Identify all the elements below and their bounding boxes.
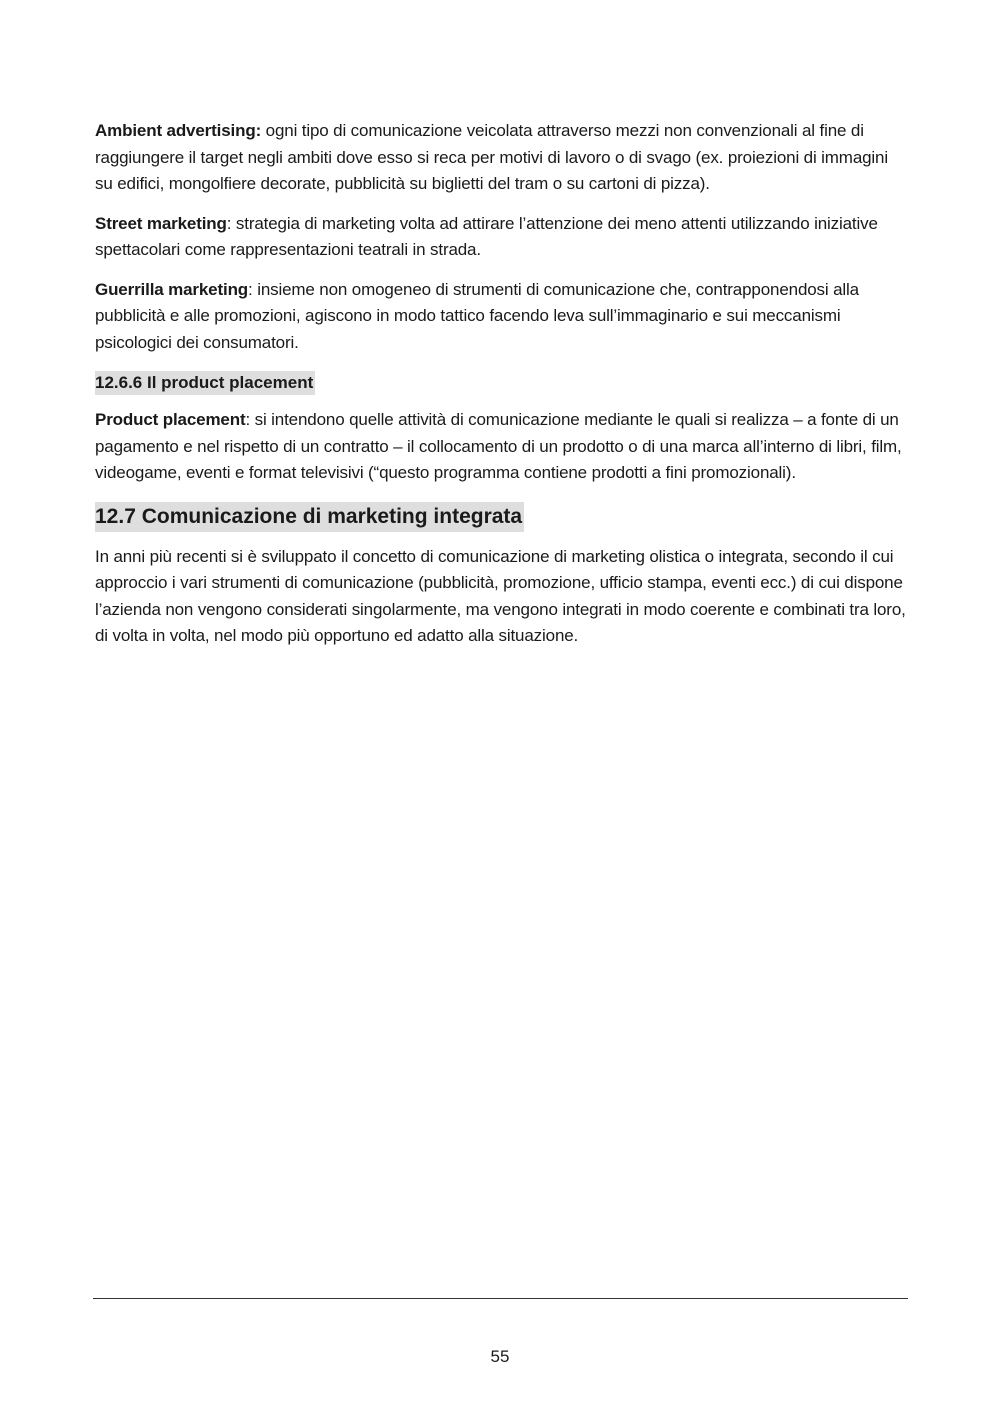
- term-street-marketing: Street marketing: [95, 213, 227, 233]
- paragraph-street-marketing: [95, 211, 907, 264]
- paragraph-guerrilla-marketing: [95, 277, 907, 357]
- definition-guerrilla-marketing: : insieme non omogeneo di strumenti di comunicazione che, contrapponendosi alla pubblicità e alle promozioni, agiscono in modo tattico facendo leva sull’immaginario e sui meccanismi psicologici dei consumatori.: [95, 279, 859, 352]
- term-guerrilla-marketing: Guerrilla marketing: [95, 279, 249, 299]
- page-number: 55: [490, 1347, 510, 1366]
- definition-ambient-advertising: ogni tipo di comunicazione veicolata attraverso mezzi non convenzionali al fine di raggiungere il target negli ambiti dove esso si reca per motivi di lavoro o di svago (ex. proiezioni di immagini su edifici, mongolfiere decorate, pubblicità su biglietti del tram o su cartoni di pizza).: [95, 121, 888, 193]
- footer-divider: [93, 1298, 908, 1299]
- paragraph-integrated-communication: In anni più recenti si è sviluppato il concetto di comunicazione di marketing olistica o integrata, secondo il cui approccio i vari strumenti di comunicazione (pubblicità, promozione, ufficio stampa, eventi ecc.) di cui dispone l’azienda non vengono considerati singolarmente, ma vengono integrati in modo coerente e combinati tra loro, di volta in volta, nel modo più opportuno ed adatto alla situazione.: [95, 546, 906, 645]
- term-ambient-advertising: Ambient advertising:: [95, 121, 262, 140]
- definition-street-marketing: : strategia di marketing volta ad attirare l’attenzione dei meno attenti utilizzando iniziative spettacolari come rappresentazioni teatrali in strada.: [95, 213, 878, 259]
- section-heading: 12.7 Comunicazione di marketing integrata: [95, 502, 524, 532]
- definition-product-placement: : si intendono quelle attività di comunicazione mediante le quali si realizza – a fonte di un pagamento e nel rispetto di un contratto – il collocamento di un prodotto o di una marca all’interno di libri, film, videogame, eventi e format televisivi (“questo programma contiene prodotti a fini promozionali).: [95, 410, 902, 482]
- term-product-placement: Product placement: [95, 410, 246, 429]
- page-content: [95, 118, 907, 663]
- paragraph-ambient-advertising: [95, 118, 907, 198]
- subsection-heading: 12.6.6 Il product placement: [95, 371, 315, 395]
- paragraph-product-placement: [95, 407, 907, 487]
